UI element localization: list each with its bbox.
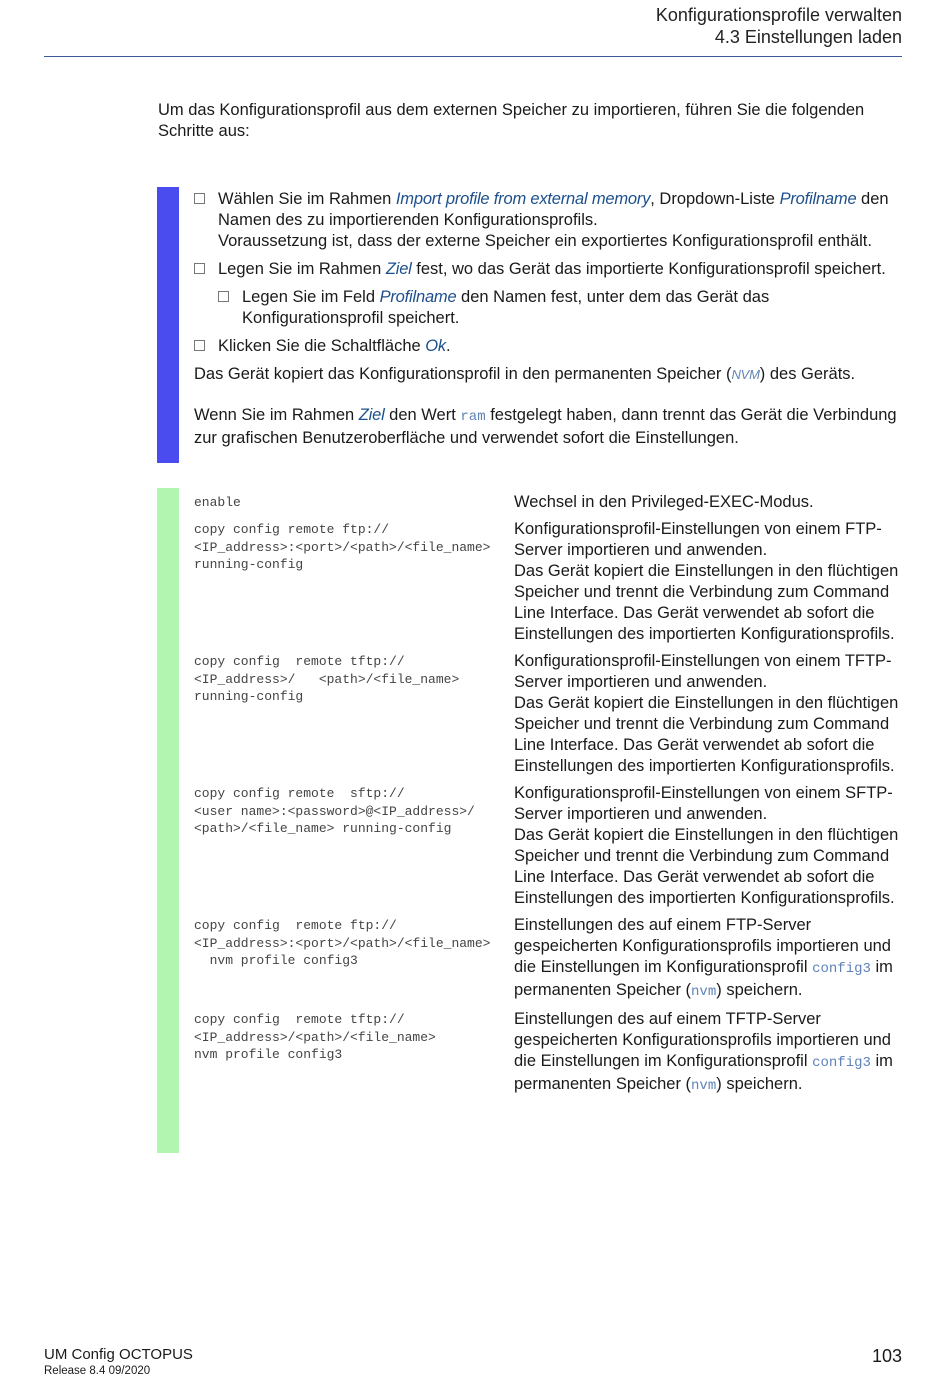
cli-description: Konfigurationsprofil-Einstellungen von einem TFTP-Server importieren und anwenden. Das Gerät kopiert die Einstellungen in den flüchtigen Speicher und trennt die Verbindung zum Command Line Interface. Das Gerät verwendet ab sofort die Einstellungen des importierten Konfigurationsprofils. bbox=[514, 652, 899, 775]
running-header bbox=[656, 4, 902, 48]
checkbox-icon bbox=[218, 291, 229, 302]
ui-frame-name: Ziel bbox=[385, 260, 412, 278]
cli-command: copy config remote ftp:// <IP_address>:<port>/<path>/<file_name> running-config bbox=[194, 522, 491, 572]
cli-command: copy config remote tftp:// <IP_address>/ <path>/<file_name> running-config bbox=[194, 654, 460, 704]
cli-description: Konfigurationsprofil-Einstellungen von einem SFTP-Server importieren und anwenden. Das Gerät kopiert die Einstellungen in den flüchtigen Speicher und trennt die Verbindung zum Command Line Interface. Das Gerät verwendet ab sofort die Einstellungen des importierten Konfigurationsprofils. bbox=[514, 784, 899, 907]
code-value: nvm bbox=[691, 984, 717, 1000]
cli-command: copy config remote ftp:// <IP_address>:<port>/<path>/<file_name> nvm profile config3 bbox=[194, 918, 491, 968]
cli-description: Konfigurationsprofil-Einstellungen von einem FTP-Server importieren und anwenden. Das Gerät kopiert die Einstellungen in den flüchtigen Speicher und trennt die Verbindung zum Command Line Interface. Das Gerät verwendet ab sofort die Einstellungen des importierten Konfigurationsprofils. bbox=[514, 520, 899, 643]
cli-command-table bbox=[194, 492, 906, 1103]
release-info: Release 8.4 09/2020 bbox=[44, 1365, 151, 1377]
procedure-marker-bar bbox=[157, 187, 179, 463]
ui-button-name: Ok bbox=[425, 337, 446, 355]
section-title: 4.3 Einstellungen laden bbox=[714, 27, 902, 47]
ui-frame-name: Import profile from external memory bbox=[395, 190, 651, 208]
chapter-title: Konfigurationsprofile verwalten bbox=[655, 5, 902, 25]
table-row bbox=[194, 783, 906, 909]
table-row bbox=[194, 1009, 906, 1097]
step-note: Voraussetzung ist, dass der externe Speicher ein exportiertes Konfigurationsprofil enthält. bbox=[218, 232, 872, 250]
cli-marker-bar bbox=[157, 488, 179, 1153]
step-click-ok: Klicken Sie die Schaltfläche Ok. bbox=[194, 336, 906, 357]
step-result: Das Gerät kopiert das Konfigurationsprofil in den permanenten Speicher (NVM) des Geräts. bbox=[194, 365, 856, 383]
cli-command: copy config remote tftp:// <IP_address>/<path>/<file_name> nvm profile config3 bbox=[194, 1012, 436, 1062]
table-row bbox=[194, 492, 906, 513]
cli-description: Einstellungen des auf einem TFTP-Server gespeicherten Konfigurationsprofils importieren und die Einstellungen im Konfigurationsprofil config3 im permanenten Speicher (nvm) speichern. bbox=[514, 1010, 893, 1094]
table-row bbox=[194, 651, 906, 777]
checkbox-icon bbox=[194, 193, 205, 204]
ui-value: NVM bbox=[731, 367, 760, 382]
code-value: config3 bbox=[812, 961, 871, 977]
table-row bbox=[194, 915, 906, 1003]
code-value: config3 bbox=[812, 1055, 871, 1071]
ui-field-name: Profilname bbox=[379, 288, 457, 306]
table-row bbox=[194, 519, 906, 645]
procedure-steps bbox=[194, 189, 906, 449]
footer-document-info bbox=[44, 1346, 193, 1378]
cli-description: Einstellungen des auf einem FTP-Server gespeicherten Konfigurationsprofils importieren und die Einstellungen im Konfigurationsprofil config3 im permanenten Speicher (nvm) speichern. bbox=[514, 916, 893, 1000]
step-set-target: Legen Sie im Rahmen Ziel fest, wo das Gerät das importierte Konfigurationsprofil speichert. bbox=[194, 259, 906, 280]
substep-set-profile-name: Legen Sie im Feld Profilname den Namen fest, unter dem das Gerät das Konfigurationsprofil speichert. bbox=[218, 287, 906, 329]
step-note-ram: Wenn Sie im Rahmen Ziel den Wert ram festgelegt haben, dann trennt das Gerät die Verbindung zur grafischen Benutzeroberfläche und verwendet sofort die Einstellungen. bbox=[194, 406, 897, 447]
document-title: UM Config OCTOPUS bbox=[44, 1346, 193, 1363]
checkbox-icon bbox=[194, 263, 205, 274]
cli-command: copy config remote sftp:// <user name>:<password>@<IP_address>/ <path>/<file_name> running-config bbox=[194, 786, 475, 836]
code-value: nvm bbox=[691, 1078, 717, 1094]
intro-paragraph: Um das Konfigurationsprofil aus dem externen Speicher zu importieren, führen Sie die folgenden Schritte aus: bbox=[158, 101, 865, 140]
checkbox-icon bbox=[194, 340, 205, 351]
code-value: ram bbox=[460, 409, 486, 425]
ui-field-name: Profilname bbox=[779, 190, 857, 208]
cli-command: enable bbox=[194, 495, 241, 510]
cli-description: Wechsel in den Privileged-EXEC-Modus. bbox=[514, 493, 814, 511]
header-rule bbox=[44, 56, 902, 57]
ui-frame-name: Ziel bbox=[358, 406, 385, 424]
step-select-profile: Wählen Sie im Rahmen Import profile from external memory, Dropdown-Liste Profilname den Namen des zu importierenden Konfigurationsprofils. Voraussetzung ist, dass der externe Speicher ein exportiertes Konfigurationsprofil enthält. bbox=[194, 189, 906, 252]
page-number: 103 bbox=[871, 1346, 902, 1366]
